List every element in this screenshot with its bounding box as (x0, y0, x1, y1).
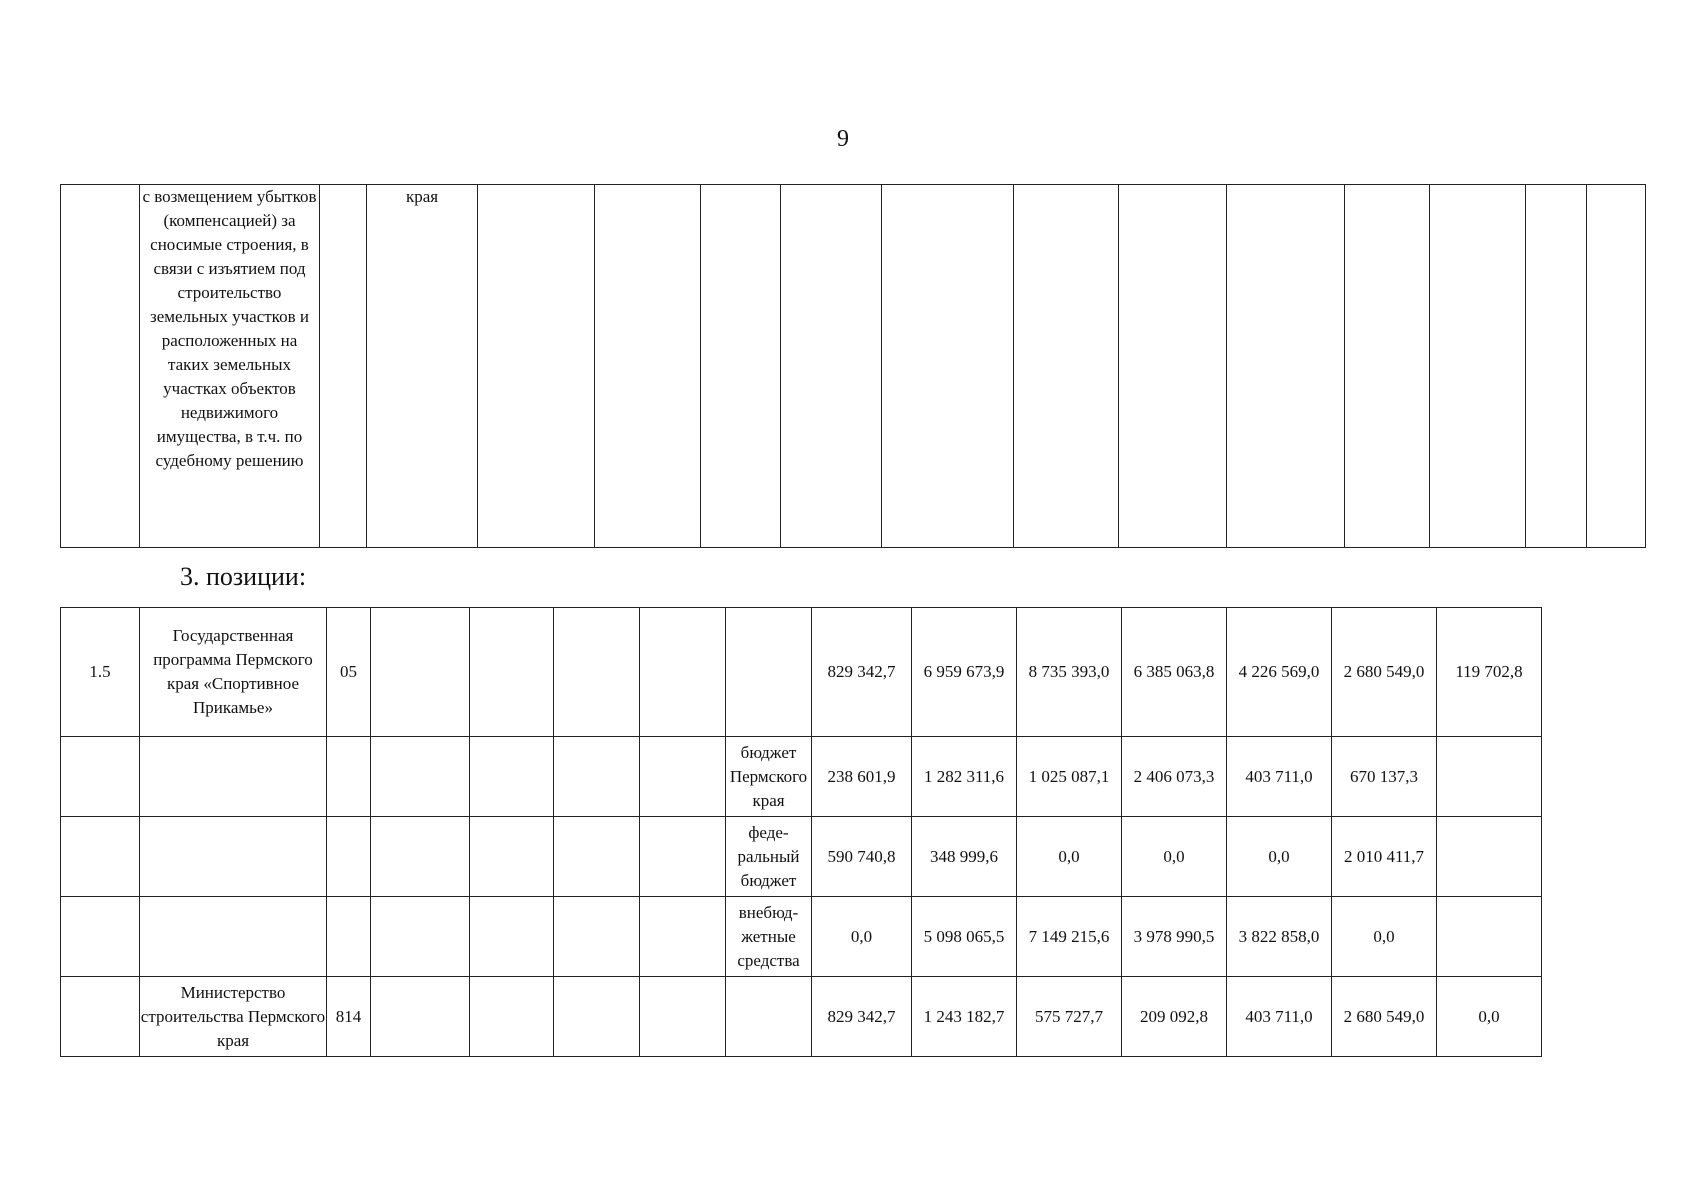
value-cell: 0,0 (1122, 817, 1227, 897)
empty-cell (554, 977, 640, 1057)
row-number-cell (61, 897, 140, 977)
value-cell: 0,0 (1227, 817, 1332, 897)
value-cell: 575 727,7 (1017, 977, 1122, 1057)
page-number: 9 (837, 126, 849, 152)
program-name-cell (140, 817, 327, 897)
top-cell-empty (478, 185, 595, 548)
value-cell: 3 978 990,5 (1122, 897, 1227, 977)
empty-cell (554, 737, 640, 817)
value-cell: 6 385 063,8 (1122, 608, 1227, 737)
value-cell: 5 098 065,5 (912, 897, 1017, 977)
top-cell-empty (1119, 185, 1227, 548)
value-cell: 403 711,0 (1227, 737, 1332, 817)
value-cell: 3 822 858,0 (1227, 897, 1332, 977)
funding-source-cell: внебюд-жетные средства (726, 897, 812, 977)
empty-cell (640, 977, 726, 1057)
value-cell: 0,0 (812, 897, 912, 977)
top-cell-empty (61, 185, 140, 548)
value-cell: 829 342,7 (812, 608, 912, 737)
value-cell (1437, 897, 1542, 977)
value-cell: 7 149 215,6 (1017, 897, 1122, 977)
value-cell: 1 282 311,6 (912, 737, 1017, 817)
value-cell: 403 711,0 (1227, 977, 1332, 1057)
empty-cell (371, 737, 470, 817)
value-cell: 2 406 073,3 (1122, 737, 1227, 817)
empty-cell (554, 608, 640, 737)
empty-cell (371, 608, 470, 737)
empty-cell (470, 977, 554, 1057)
value-cell: 0,0 (1332, 897, 1437, 977)
code-cell (327, 817, 371, 897)
empty-cell (371, 897, 470, 977)
bottom-table (60, 607, 1646, 1057)
empty-cell (554, 817, 640, 897)
value-cell: 8 735 393,0 (1017, 608, 1122, 737)
funding-source-cell: бюджет Пермского края (726, 737, 812, 817)
empty-cell (470, 737, 554, 817)
empty-cell (470, 608, 554, 737)
table-row (61, 977, 1646, 1057)
table-row (61, 897, 1646, 977)
empty-cell (640, 608, 726, 737)
empty-cell (371, 977, 470, 1057)
empty-cell (640, 737, 726, 817)
value-cell: 2 010 411,7 (1332, 817, 1437, 897)
top-cell-empty (1526, 185, 1587, 548)
value-cell: 4 226 569,0 (1227, 608, 1332, 737)
top-cell-empty (595, 185, 701, 548)
top-table (60, 184, 1646, 548)
code-cell: 05 (327, 608, 371, 737)
value-cell: 6 959 673,9 (912, 608, 1017, 737)
empty-cell (640, 817, 726, 897)
code-cell (327, 897, 371, 977)
funding-source-cell: феде-ральный бюджет (726, 817, 812, 897)
value-cell: 0,0 (1437, 977, 1542, 1057)
value-cell: 2 680 549,0 (1332, 608, 1437, 737)
top-source-cell: края (367, 185, 478, 548)
empty-cell (371, 817, 470, 897)
empty-cell (640, 897, 726, 977)
value-cell: 590 740,8 (812, 817, 912, 897)
program-name-cell: Министерство строительства Пермского края (140, 977, 327, 1057)
value-cell: 0,0 (1017, 817, 1122, 897)
top-cell-empty (1227, 185, 1345, 548)
program-name-cell (140, 737, 327, 817)
value-cell: 1 025 087,1 (1017, 737, 1122, 817)
top-cell-empty (882, 185, 1014, 548)
top-table-row (61, 185, 1646, 548)
top-cell-empty (1345, 185, 1430, 548)
table-row (61, 608, 1646, 737)
empty-cell (470, 817, 554, 897)
empty-cell (554, 897, 640, 977)
top-cell-empty (1430, 185, 1526, 548)
funding-source-cell (726, 608, 812, 737)
value-cell: 119 702,8 (1437, 608, 1542, 737)
top-cell-empty (1014, 185, 1119, 548)
top-description-cell: с возмещением убытков (компенсацией) за сносимые строения, в связи с изъятием под строительство земельных участков и расположенных на таких земельных участках объектов недвижимого имущества, в т.ч. по судебному решению (140, 185, 320, 548)
row-number-cell (61, 977, 140, 1057)
code-cell (327, 737, 371, 817)
program-name-cell: Государственная программа Пермского края «Спортивное Прикамье» (140, 608, 327, 737)
top-cell-empty (320, 185, 367, 548)
row-number-cell (61, 737, 140, 817)
top-cell-empty (781, 185, 882, 548)
value-cell: 670 137,3 (1332, 737, 1437, 817)
table-row (61, 737, 1646, 817)
value-cell: 209 092,8 (1122, 977, 1227, 1057)
value-cell: 2 680 549,0 (1332, 977, 1437, 1057)
value-cell: 1 243 182,7 (912, 977, 1017, 1057)
empty-cell (470, 897, 554, 977)
program-name-cell (140, 897, 327, 977)
top-cell-empty (701, 185, 781, 548)
table-row (61, 817, 1646, 897)
value-cell: 829 342,7 (812, 977, 912, 1057)
value-cell (1437, 737, 1542, 817)
value-cell: 238 601,9 (812, 737, 912, 817)
row-number-cell: 1.5 (61, 608, 140, 737)
top-cell-empty (1587, 185, 1646, 548)
row-number-cell (61, 817, 140, 897)
funding-source-cell (726, 977, 812, 1057)
code-cell: 814 (327, 977, 371, 1057)
value-cell (1437, 817, 1542, 897)
section-heading: 3. позиции: (180, 562, 307, 591)
value-cell: 348 999,6 (912, 817, 1017, 897)
